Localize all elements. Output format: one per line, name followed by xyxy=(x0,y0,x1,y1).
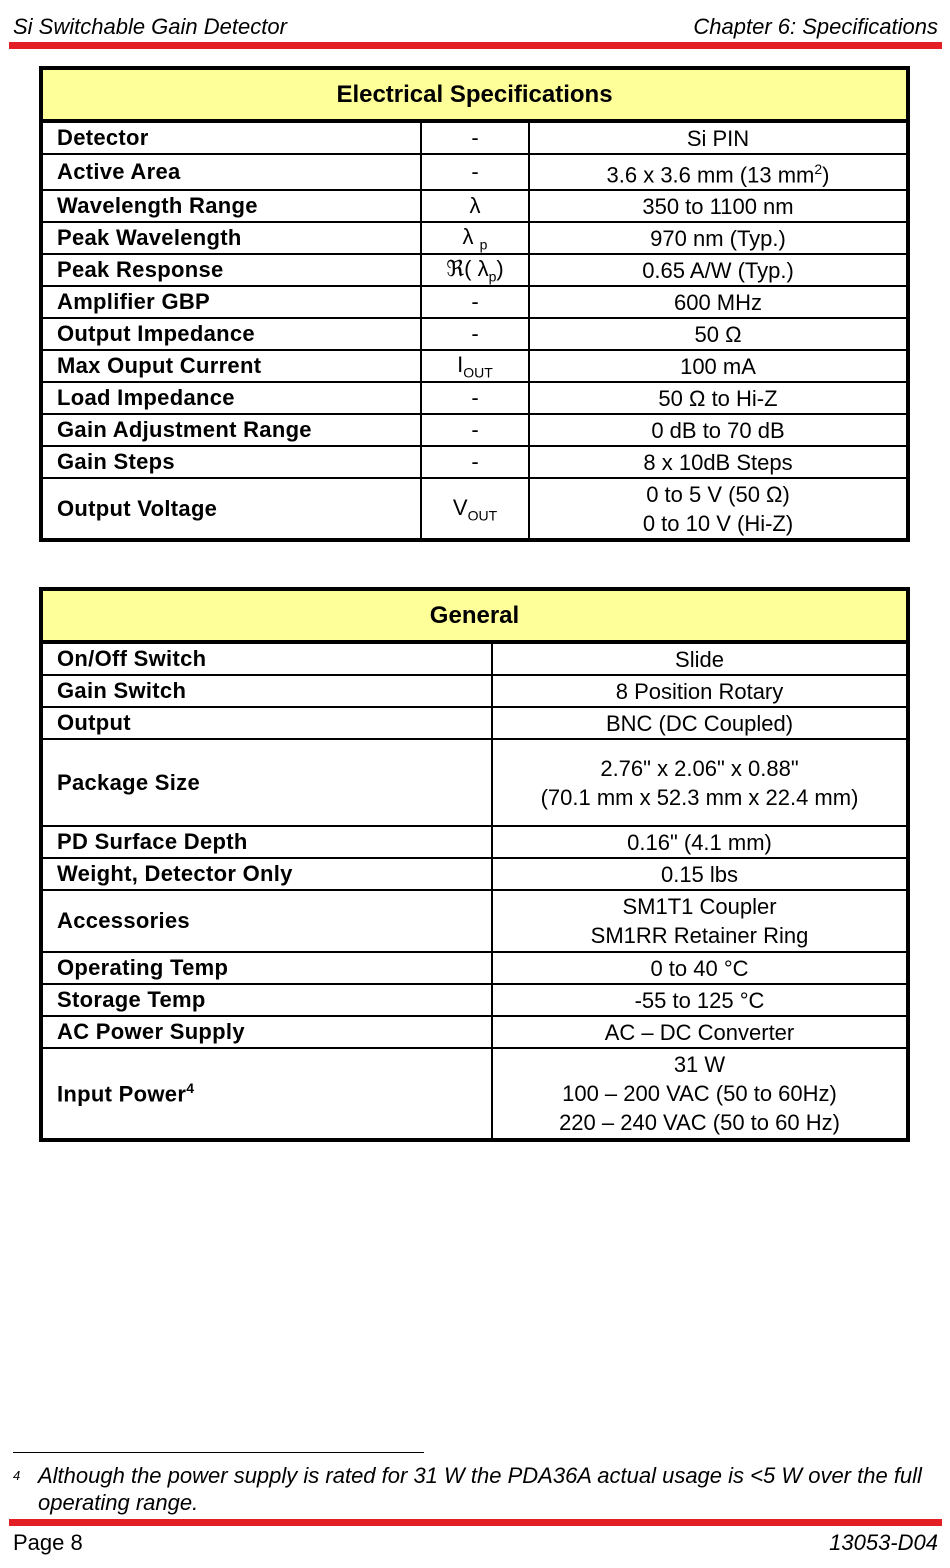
table-row xyxy=(41,222,908,254)
value-line: SM1RR Retainer Ring xyxy=(590,923,809,948)
spec-label: Detector xyxy=(41,121,421,154)
symbol-text: ℜ( λ xyxy=(446,256,489,282)
spec-label: AC Power Supply xyxy=(41,1016,492,1048)
value-superscript: 2 xyxy=(814,161,823,177)
table-row xyxy=(41,952,908,984)
table-row xyxy=(41,1016,908,1048)
value-line: 31 W xyxy=(673,1052,726,1077)
header-divider xyxy=(9,42,942,49)
general-specifications-table xyxy=(39,587,910,1142)
value-line: 0 to 10 V (Hi-Z) xyxy=(642,510,794,536)
spec-symbol: λ xyxy=(421,190,529,222)
spec-value xyxy=(492,952,908,984)
spec-value: 0.65 A/W (Typ.) xyxy=(529,254,908,286)
spec-symbol: - xyxy=(421,318,529,350)
table-row xyxy=(41,675,908,707)
value-line: 0.15 lbs xyxy=(660,861,739,887)
spec-label: Accessories xyxy=(41,890,492,952)
table-row xyxy=(41,890,908,952)
spec-value xyxy=(492,707,908,739)
value-line: Slide xyxy=(675,646,724,672)
value-line: (70.1 mm x 52.3 mm x 22.4 mm) xyxy=(540,784,859,810)
footnote-reference: 4 xyxy=(186,1079,195,1096)
footnote xyxy=(13,1462,933,1516)
table-row xyxy=(41,414,908,446)
spec-symbol: - xyxy=(421,286,529,318)
table-row xyxy=(41,382,908,414)
spec-label: Gain Steps xyxy=(41,446,421,478)
spec-label: Output Voltage xyxy=(41,478,421,540)
value-line: 220 – 240 VAC (50 to 60 Hz) xyxy=(559,1110,840,1135)
symbol-subscript: p xyxy=(479,236,488,253)
spec-label: Max Ouput Current xyxy=(41,350,421,382)
table-row xyxy=(41,286,908,318)
page-number: Page 8 xyxy=(13,1530,83,1555)
table-row xyxy=(41,154,908,190)
spec-value: Si PIN xyxy=(529,121,908,154)
spec-symbol: - xyxy=(421,446,529,478)
value-line: 2.76" x 2.06" x 0.88" xyxy=(600,755,799,781)
spec-value xyxy=(492,858,908,890)
spec-label: Operating Temp xyxy=(41,952,492,984)
header-chapter-title: Chapter 6: Specifications xyxy=(693,14,938,39)
document-id: 13053-D04 xyxy=(829,1530,938,1555)
value-line: 0.16" (4.1 mm) xyxy=(627,829,772,855)
spec-label: Peak Wavelength xyxy=(41,222,421,254)
value-line: SM1T1 Coupler xyxy=(622,894,777,919)
spec-value xyxy=(492,1048,908,1140)
table-row xyxy=(41,254,908,286)
spec-value xyxy=(492,826,908,858)
header-document-title: Si Switchable Gain Detector xyxy=(13,14,287,39)
value-line: AC – DC Converter xyxy=(604,1019,795,1045)
spec-label: Amplifier GBP xyxy=(41,286,421,318)
symbol-text: V xyxy=(452,494,468,520)
table-row xyxy=(41,318,908,350)
spec-label: On/Off Switch xyxy=(41,642,492,675)
spec-label: Wavelength Range xyxy=(41,190,421,222)
spec-value: 0 dB to 70 dB xyxy=(529,414,908,446)
spec-value: 8 x 10dB Steps xyxy=(529,446,908,478)
table-title: Electrical Specifications xyxy=(41,68,908,121)
spec-value: 350 to 1100 nm xyxy=(529,190,908,222)
table-row xyxy=(41,984,908,1016)
spec-label-text: Input Power xyxy=(57,1081,187,1107)
value-line: BNC (DC Coupled) xyxy=(605,710,794,736)
value-line: 100 – 200 VAC (50 to 60Hz) xyxy=(562,1081,837,1106)
spec-symbol xyxy=(421,222,529,254)
spec-value: 970 nm (Typ.) xyxy=(529,222,908,254)
spec-value xyxy=(492,1016,908,1048)
footer-divider xyxy=(9,1519,942,1526)
spec-label: Active Area xyxy=(41,154,421,190)
spec-label: Output Impedance xyxy=(41,318,421,350)
spec-symbol: - xyxy=(421,414,529,446)
symbol-subscript: p xyxy=(488,268,497,285)
spec-label: Load Impedance xyxy=(41,382,421,414)
spec-label: Storage Temp xyxy=(41,984,492,1016)
spec-label: Package Size xyxy=(41,739,492,826)
spec-value: 100 mA xyxy=(529,350,908,382)
spec-symbol: - xyxy=(421,121,529,154)
symbol-text: λ xyxy=(462,224,474,250)
value-line: 0 to 40 °C xyxy=(650,955,749,981)
spec-label xyxy=(41,1048,492,1140)
footnote-separator xyxy=(13,1452,424,1453)
value-line: 0 to 5 V (50 Ω) xyxy=(646,481,790,507)
table-row xyxy=(41,642,908,675)
table-row xyxy=(41,350,908,382)
spec-value xyxy=(492,984,908,1016)
spec-label: Gain Adjustment Range xyxy=(41,414,421,446)
spec-symbol xyxy=(421,350,529,382)
value-line: -55 to 125 °C xyxy=(634,987,765,1013)
value-text: 3.6 x 3.6 mm (13 mm xyxy=(606,162,815,188)
spec-symbol: - xyxy=(421,382,529,414)
symbol-text-tail: ) xyxy=(496,256,504,282)
value-line: 8 Position Rotary xyxy=(615,678,784,704)
footnote-number: 4 xyxy=(13,1468,21,1483)
footnote-text: Although the power supply is rated for 31 W the PDA36A actual usage is <5 W over the full operating range. xyxy=(38,1463,922,1515)
table-row xyxy=(41,121,908,154)
spec-label: Gain Switch xyxy=(41,675,492,707)
table-row xyxy=(41,1048,908,1140)
spec-label: PD Surface Depth xyxy=(41,826,492,858)
table-row xyxy=(41,446,908,478)
spec-value xyxy=(492,739,908,826)
spec-label: Weight, Detector Only xyxy=(41,858,492,890)
table-row xyxy=(41,826,908,858)
symbol-subscript: OUT xyxy=(467,507,498,524)
table-row xyxy=(41,478,908,540)
spec-value xyxy=(492,890,908,952)
spec-symbol xyxy=(421,254,529,286)
spec-value: 600 MHz xyxy=(529,286,908,318)
value-text-tail: ) xyxy=(822,162,830,188)
spec-value xyxy=(529,478,908,540)
symbol-subscript: OUT xyxy=(463,364,493,381)
table-row xyxy=(41,190,908,222)
electrical-specifications-table xyxy=(39,66,910,542)
spec-symbol xyxy=(421,478,529,540)
table-row xyxy=(41,739,908,826)
spec-symbol: - xyxy=(421,154,529,190)
spec-value xyxy=(492,675,908,707)
spec-value: 50 Ω to Hi-Z xyxy=(529,382,908,414)
table-title: General xyxy=(41,589,908,642)
spec-value xyxy=(492,642,908,675)
symbol-text: I xyxy=(457,352,464,378)
spec-label: Output xyxy=(41,707,492,739)
spec-value xyxy=(529,154,908,190)
table-row xyxy=(41,707,908,739)
spec-label: Peak Response xyxy=(41,254,421,286)
spec-value: 50 Ω xyxy=(529,318,908,350)
table-row xyxy=(41,858,908,890)
